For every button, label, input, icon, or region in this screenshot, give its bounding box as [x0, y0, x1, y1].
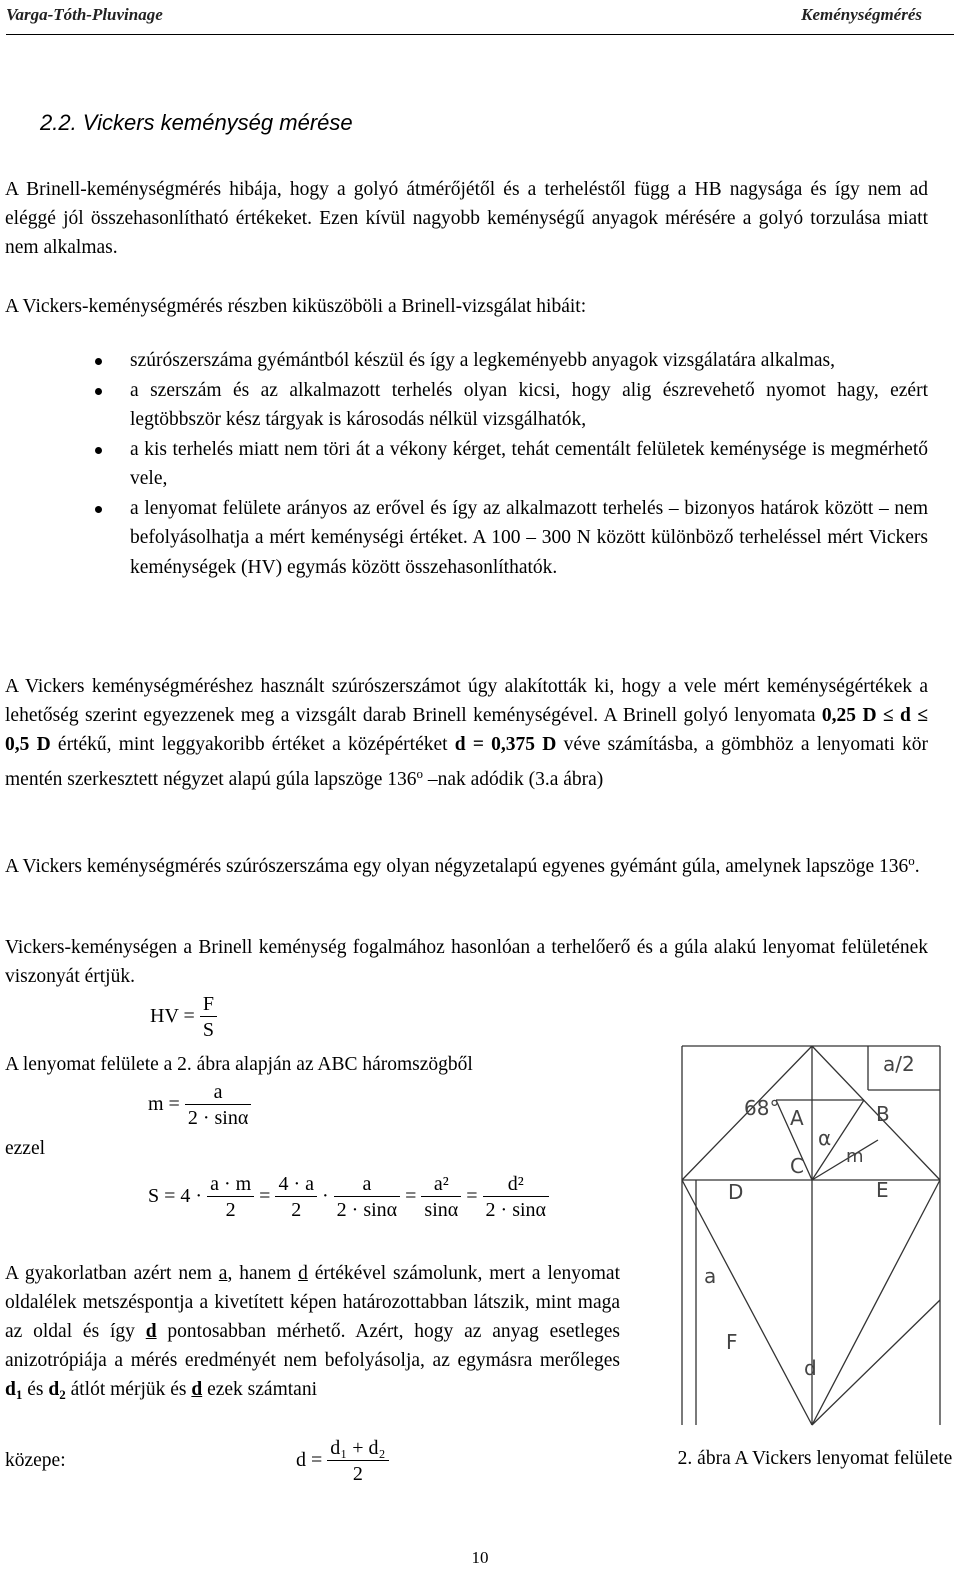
list-item: a szerszám és az alkalmazott terhelés olyan kicsi, hogy alig észrevehető nyomot hagy, ezért legtöbbször kész tárgyak is károsodás nélkül vizsgálhatók,: [5, 376, 928, 435]
label-a: a: [704, 1264, 717, 1288]
figure-caption: 2. ábra A Vickers lenyomat felülete: [677, 1448, 953, 1469]
label-D: D: [728, 1180, 744, 1204]
label-B: B: [876, 1102, 890, 1126]
kozepe-label: közepe:: [5, 1450, 66, 1471]
header-authors: Varga-Tóth-Pluvinage: [6, 5, 163, 24]
page-number: 10: [471, 1548, 489, 1567]
label-m: m: [846, 1146, 864, 1167]
paragraph-surface: A lenyomat felülete a 2. ábra alapján az ABC háromszögből: [5, 1054, 473, 1075]
list-item: szúrószerszáma gyémántból készül és így a legkeményebb anyagok vizsgálatára alkalmas,: [5, 346, 928, 376]
formula-m: m = $\frac{a}{2 \cdot \sin\alpha}$: [148, 1080, 251, 1131]
page-header: [6, 2, 954, 32]
paragraph-practice: A gyakorlatban azért nem a, hanem d értékével számolunk, mert a lenyomat oldalélek metszéspontja a kivetített képen határozottabban látszik, mint maga az oldal és így d pontosabban mérhető. Azért, hogy az anyag esetleges anizotrópiája a mérés eredményét nem befolyásolja, az egymásra merőleges $d_1$ és $d_2$ átlót mérjük és d ezek számtani: [5, 1263, 621, 1402]
paragraph-definition: Vickers-keménységen a Brinell keménység fogalmához hasonlóan a terhelőerő és a gúla alakú lenyomat felületének viszonyát értjük.: [5, 937, 928, 987]
header-rule: [6, 34, 954, 35]
bullet-icon: [95, 358, 102, 365]
bullet-icon: [95, 388, 102, 395]
paragraph-design: A Vickers keménységméréshez használt szúrószerszámot úgy alakították ki, hogy a vele mért keménységértékek a lehetőség szerint egyezzenek meg a vizsgált darab Brinell keménységével. A Brinell golyó lenyomata 0,25 D ≤ d ≤ 0,5 D értékű, mint leggyakoribb értéket a középértéket d = 0,375 D véve számításba, a gömbhöz a lenyomati kör mentén szerkesztett négyzet alapú gúla lapszöge 136$^o$ –nak adódik (3.a ábra): [5, 676, 928, 790]
header-topic: Keménységmérés: [801, 5, 922, 24]
label-angle: 68°: [744, 1096, 780, 1120]
paragraph-indenter: A Vickers keménységmérés szúrószerszáma egy olyan négyzetalapú egyenes gyémánt gúla, amelynek lapszöge 136$^o$.: [5, 853, 920, 877]
section-title: 2.2. Vickers keménység mérése: [40, 110, 353, 135]
list-item: a lenyomat felülete arányos az erővel és így az alkalmazott terhelés – bizonyos határok között – nem befolyásolhatja a mért keménységi értéket. A 100 – 300 N között különböző terheléssel mért Vickers keménységek (HV) egymás között összehasonlíthatók.: [5, 494, 928, 583]
advantages-list: [5, 346, 928, 582]
formula-d: d = $\frac{\text{d₁ + d₂}}{2}$: [296, 1436, 389, 1487]
label-F: F: [726, 1330, 738, 1354]
formula-hv: HV = $\frac{F}{S}$: [150, 992, 217, 1043]
label-a-half: a/2: [883, 1052, 915, 1076]
paragraph-advantages-intro: A Vickers-keménységmérés részben kiküszöböli a Brinell-vizsgálat hibáit:: [5, 296, 587, 317]
label-alpha: α: [818, 1126, 832, 1150]
label-A: A: [790, 1106, 804, 1130]
label-d: d: [804, 1356, 817, 1380]
paragraph-intro: A Brinell-keménységmérés hibája, hogy a golyó átmérőjétől és a terheléstől függ a HB nagysága és így nem ad eléggé jól összehasonlítható értékeket. Ezen kívül nagyobb keménységű anyagok mérésére a golyó torzulása miatt nem alkalmas.: [5, 179, 928, 258]
ezzel-label: ezzel: [5, 1138, 46, 1159]
bullet-icon: [95, 506, 102, 513]
list-item: a kis terhelés miatt nem töri át a vékony kérget, tehát cementált felületek keménysége is megmérhető vele,: [5, 435, 928, 494]
formula-s: S = 4 · $\frac{a \cdot m}{2}$ = $\frac{4 \cdot a}{2}$ · $\frac{a}{2 \cdot \sin\alpha}$ = $\frac{\text{a²}}{\sin\alpha}$ = $\frac{\text{d²}}{2 \cdot \sin\alpha}$: [148, 1172, 549, 1223]
label-C: C: [790, 1154, 804, 1178]
bullet-icon: [95, 447, 102, 454]
label-E: E: [876, 1178, 889, 1202]
vickers-figure: [678, 1040, 948, 1430]
